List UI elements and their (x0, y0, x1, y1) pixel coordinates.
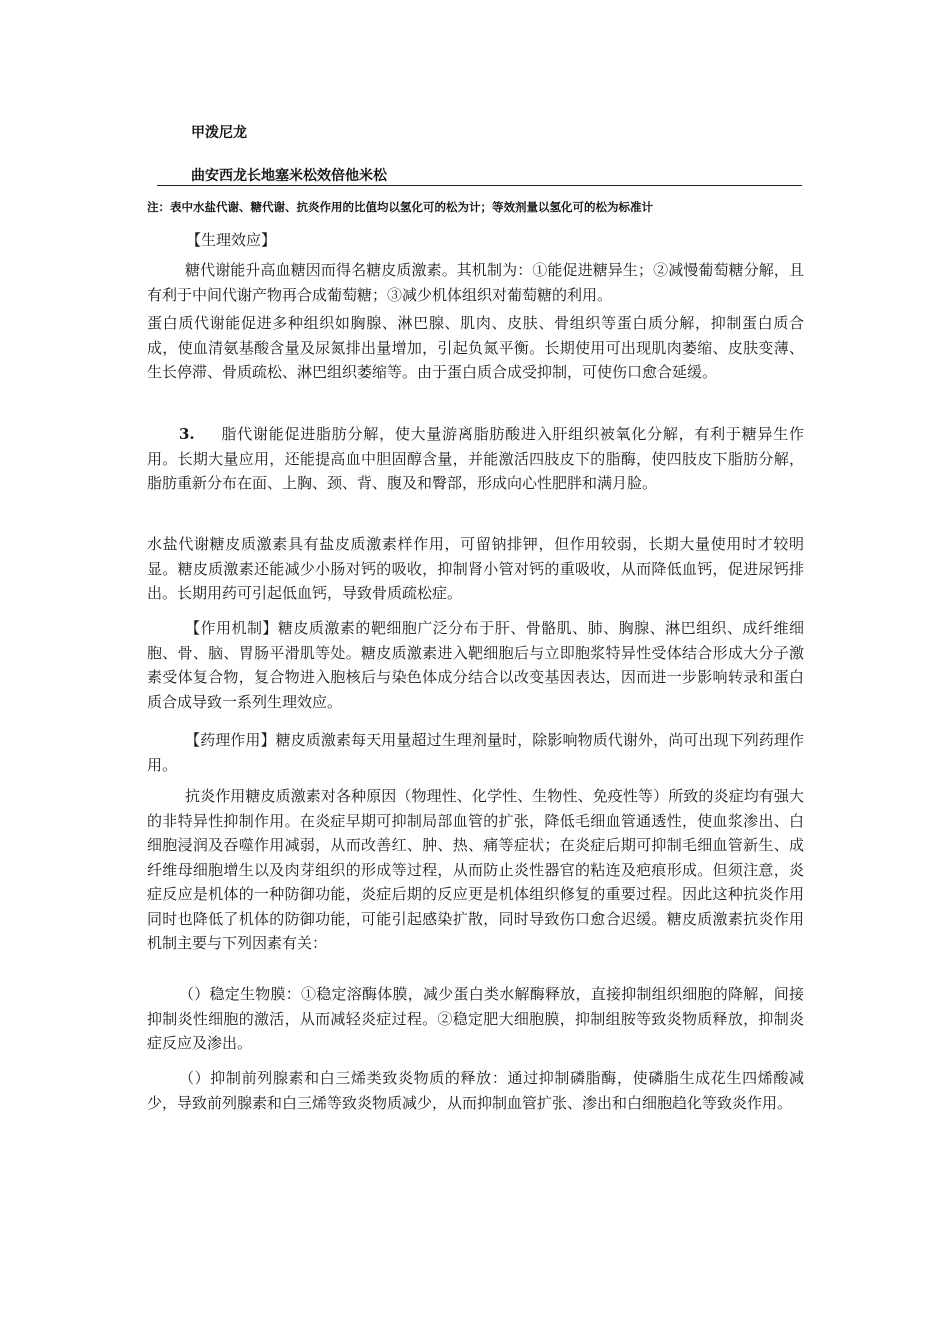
paragraph-fat-text: 脂代谢能促进脂肪分解，使大量游离脂肪酸进入肝组织被氧化分解，有利于糖异生作用。长期大量应用，还能提高血中胆固醇含量，并能激活四肢皮下的脂酶，使四肢皮下脂肪分解，脂肪重新分布在面、上胸、颈、背、腹及和臀部，形成向心性肥胖和满月脸。 (147, 425, 804, 492)
table-row-label: 曲安西龙长地塞米松效倍他米松 (191, 168, 387, 184)
table-footnote: 注：表中水盐代谢、糖代谢、抗炎作用的比值均以氢化可的松为计；等效剂量以氢化可的松为标准计 (147, 200, 653, 214)
paragraph-sugar-metabolism: 糖代谢能升高血糖因而得名糖皮质激素。其机制为：①能促进糖异生；②减慢葡萄糖分解，且有利于中间代谢产物再合成葡萄糖；③减少机体组织对葡萄糖的利用。 (147, 261, 804, 304)
section-heading-physiology: 【生理效应】 (186, 231, 277, 249)
paragraph-mechanism: 【作用机制】糖皮质激素的靶细胞广泛分布于肝、骨骼肌、肺、胸腺、淋巴组织、成纤维细胞、骨、脑、胃肠平滑肌等处。糖皮质激素进入靶细胞后与立即胞浆特异性受体结合形成大分子激素受体复合物，复合物进入胞核后与染色体成分结合以改变基因表达，因而进一步影响转录和蛋白质合成导致一系列生理效应。 (147, 619, 804, 711)
list-item-inhibit-prostaglandin: （）抑制前列腺素和白三烯类致炎物质的释放：通过抑制磷脂酶，使磷脂生成花生四烯酸减少，导致前列腺素和白三烯等致炎物质减少，从而抑制血管扩张、渗出和白细胞趋化等致炎作用。 (147, 1069, 804, 1112)
table-row-label: 甲泼尼龙 (191, 125, 247, 141)
paragraph-protein-metabolism: 蛋白质代谢能促进多种组织如胸腺、淋巴腺、肌肉、皮肤、骨组织等蛋白质分解，抑制蛋白质合成，使血清氨基酸含量及尿氮排出量增加，引起负氮平衡。长期使用可出现肌肉萎缩、皮肤变薄、生长停滞、骨质疏松、淋巴组织萎缩等。由于蛋白质合成受抑制，可使伤口愈合延缓。 (147, 314, 804, 381)
paragraph-water-salt-metabolism: 水盐代谢糖皮质激素具有盐皮质激素样作用，可留钠排钾，但作用较弱，长期大量使用时才较明显。糖皮质激素还能减少小肠对钙的吸收，抑制肾小管对钙的重吸收，从而降低血钙，促进尿钙排出。长期用药可引起低血钙，导致骨质疏松症。 (147, 535, 804, 602)
list-item-stabilize-membrane: （）稳定生物膜：①稳定溶酶体膜，减少蛋白类水解酶释放，直接抑制组织细胞的降解，间接抑制炎性细胞的激活，从而减轻炎症过程。②稳定肥大细胞膜，抑制组胺等致炎物质释放，抑制炎症反应及渗出。 (147, 985, 804, 1052)
paragraph-fat-metabolism (147, 422, 804, 496)
paragraph-anti-inflammatory: 抗炎作用糖皮质激素对各种原因（物理性、化学性、生物性、免疫性等）所致的炎症均有强大的非特异性抑制作用。在炎症早期可抑制局部血管的扩张，降低毛细血管通透性，使血浆渗出、白细胞浸润及吞噬作用减弱，从而改善红、肿、热、痛等症状；在炎症后期可抑制毛细血管新生、成纤维母细胞增生以及肉芽组织的形成等过程，从而防止炎性器官的粘连及疤痕形成。但须注意，炎症反应是机体的一种防御功能，炎症后期的反应更是机体组织修复的重要过程。因此这种抗炎作用同时也降低了机体的防御功能，可能引起感染扩散，同时导致伤口愈合迟缓。糖皮质激素抗炎作用机制主要与下列因素有关： (147, 787, 804, 952)
table-bottom-rule (157, 185, 802, 186)
list-number: 3. (179, 425, 195, 443)
paragraph-pharmacology-intro: 【药理作用】糖皮质激素每天用量超过生理剂量时，除影响物质代谢外，尚可出现下列药理作用。 (147, 731, 804, 774)
